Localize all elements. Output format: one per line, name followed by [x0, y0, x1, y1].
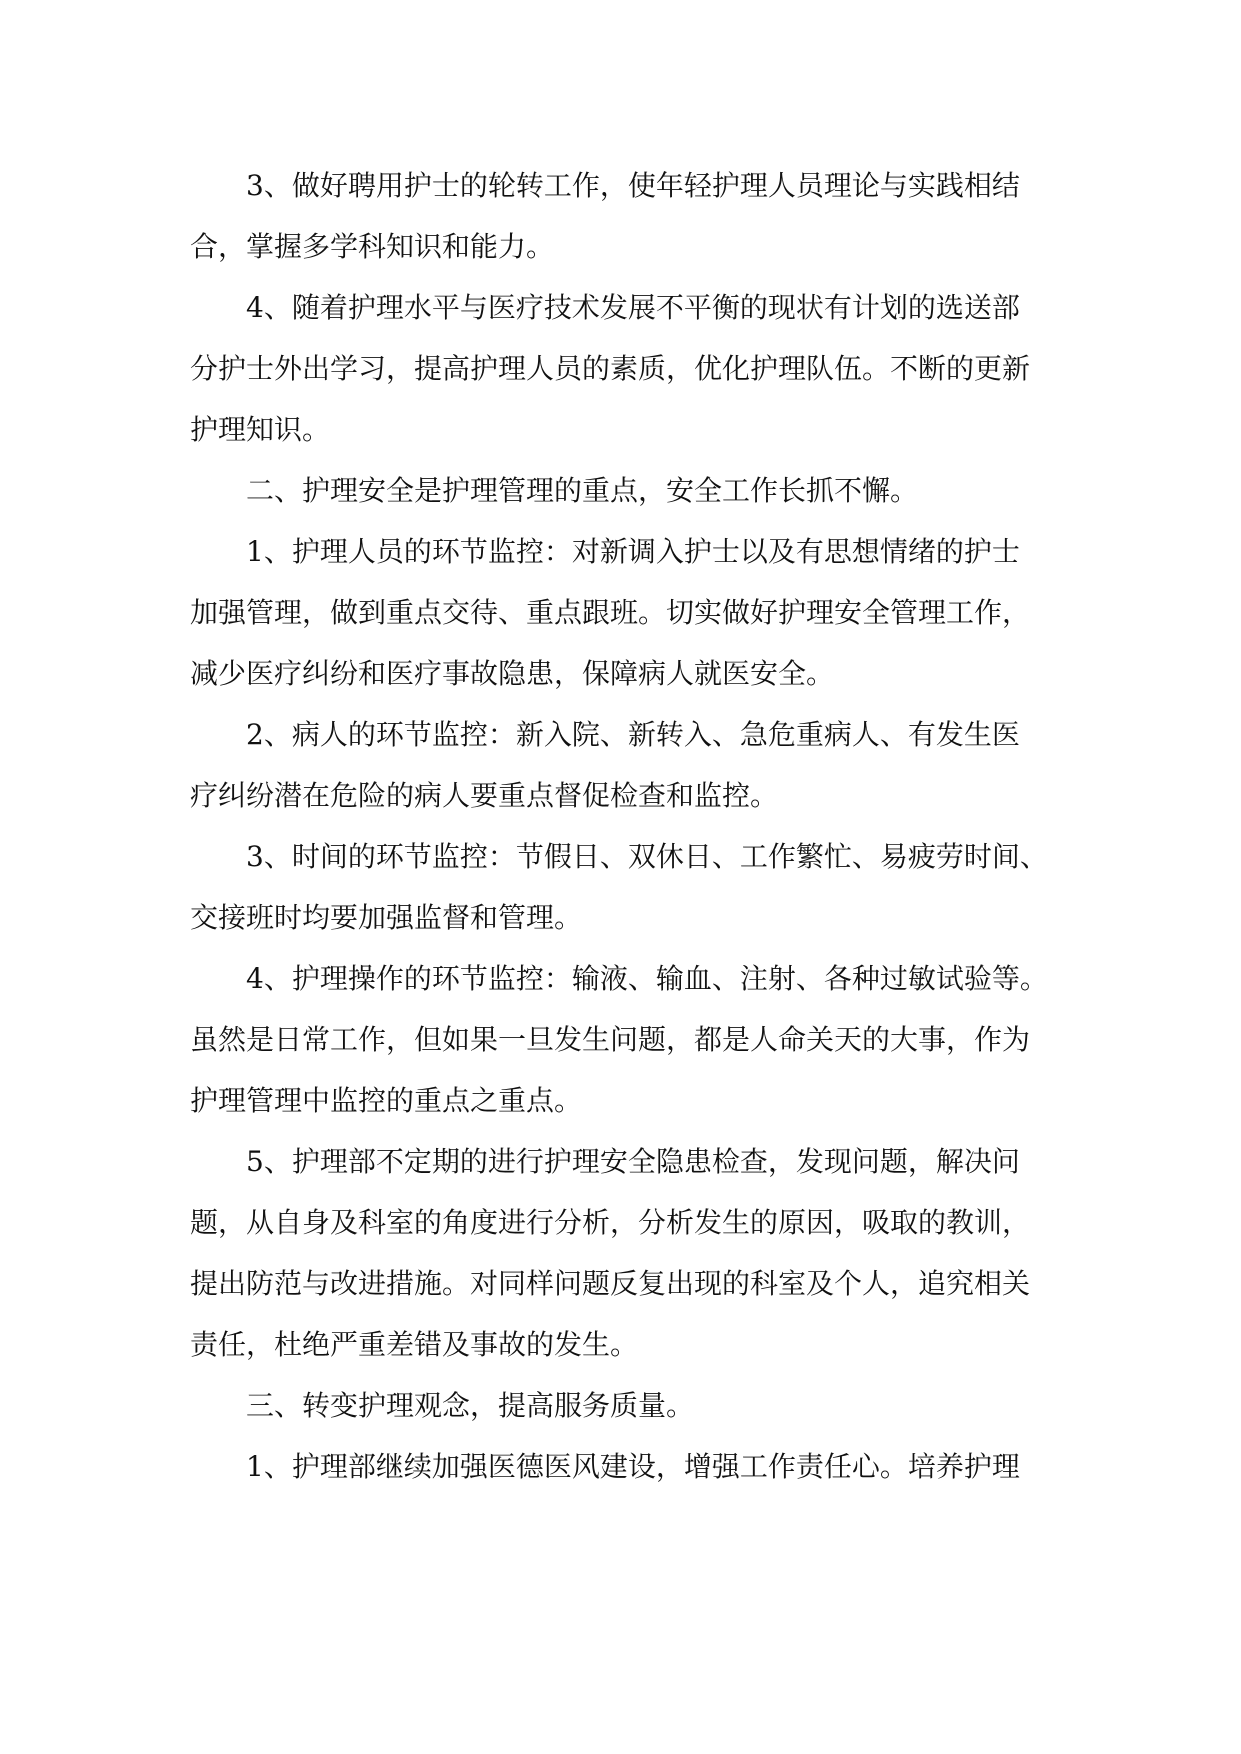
text-line: 题，从自身及科室的角度进行分析，分析发生的原因，吸取的教训，: [190, 1206, 1031, 1239]
paragraph-training: [190, 277, 1065, 460]
text-line: 责任，杜绝严重差错及事故的发生。: [190, 1328, 639, 1361]
text-line: 疗纠纷潜在危险的病人要重点督促检查和监控。: [190, 779, 779, 812]
heading-line: 二、护理安全是护理管理的重点，安全工作长抓不懈。: [246, 474, 919, 507]
text-line: 分护士外出学习，提高护理人员的素质，优化护理队伍。不断的更新: [190, 352, 1031, 385]
text-line: 1、护理部继续加强医德医风建设，增强工作责任心。培养护理: [246, 1450, 1020, 1483]
text-line: 加强管理，做到重点交待、重点跟班。切实做好护理安全管理工作，: [190, 596, 1031, 629]
paragraph-operation-monitoring: [190, 948, 1065, 1131]
text-line: 虽然是日常工作，但如果一旦发生问题，都是人命关天的大事，作为: [190, 1023, 1031, 1056]
text-line: 1、护理人员的环节监控：对新调入护士以及有思想情绪的护士: [246, 535, 1020, 568]
paragraph-time-monitoring: [190, 826, 1065, 948]
text-line: 护理知识。: [190, 413, 331, 446]
text-line: 5、护理部不定期的进行护理安全隐患检查，发现问题，解决问: [246, 1145, 1020, 1178]
text-line: 减少医疗纠纷和医疗事故隐患，保障病人就医安全。: [190, 657, 835, 690]
text-line: 合，掌握多学科知识和能力。: [190, 230, 555, 263]
text-line: 4、护理操作的环节监控：输液、输血、注射、各种过敏试验等。: [246, 962, 1048, 995]
text-line: 提出防范与改进措施。对同样问题反复出现的科室及个人，追究相关: [190, 1267, 1031, 1300]
paragraph-ethics: [190, 1436, 1065, 1497]
paragraph-rotation: [190, 155, 1065, 277]
text-line: 交接班时均要加强监督和管理。: [190, 901, 583, 934]
paragraph-patient-monitoring: [190, 704, 1065, 826]
text-line: 护理管理中监控的重点之重点。: [190, 1084, 583, 1117]
text-line: 3、做好聘用护士的轮转工作，使年轻护理人员理论与实践相结: [246, 169, 1020, 202]
section-heading-service-quality: [190, 1375, 1065, 1436]
section-heading-safety: [190, 460, 1065, 521]
text-line: 2、病人的环节监控：新入院、新转入、急危重病人、有发生医: [246, 718, 1020, 751]
heading-line: 三、转变护理观念，提高服务质量。: [246, 1389, 695, 1422]
document-body: [190, 155, 1065, 1497]
paragraph-safety-inspection: [190, 1131, 1065, 1375]
text-line: 4、随着护理水平与医疗技术发展不平衡的现状有计划的选送部: [246, 291, 1020, 324]
paragraph-staff-monitoring: [190, 521, 1065, 704]
text-line: 3、时间的环节监控：节假日、双休日、工作繁忙、易疲劳时间、: [246, 840, 1048, 873]
